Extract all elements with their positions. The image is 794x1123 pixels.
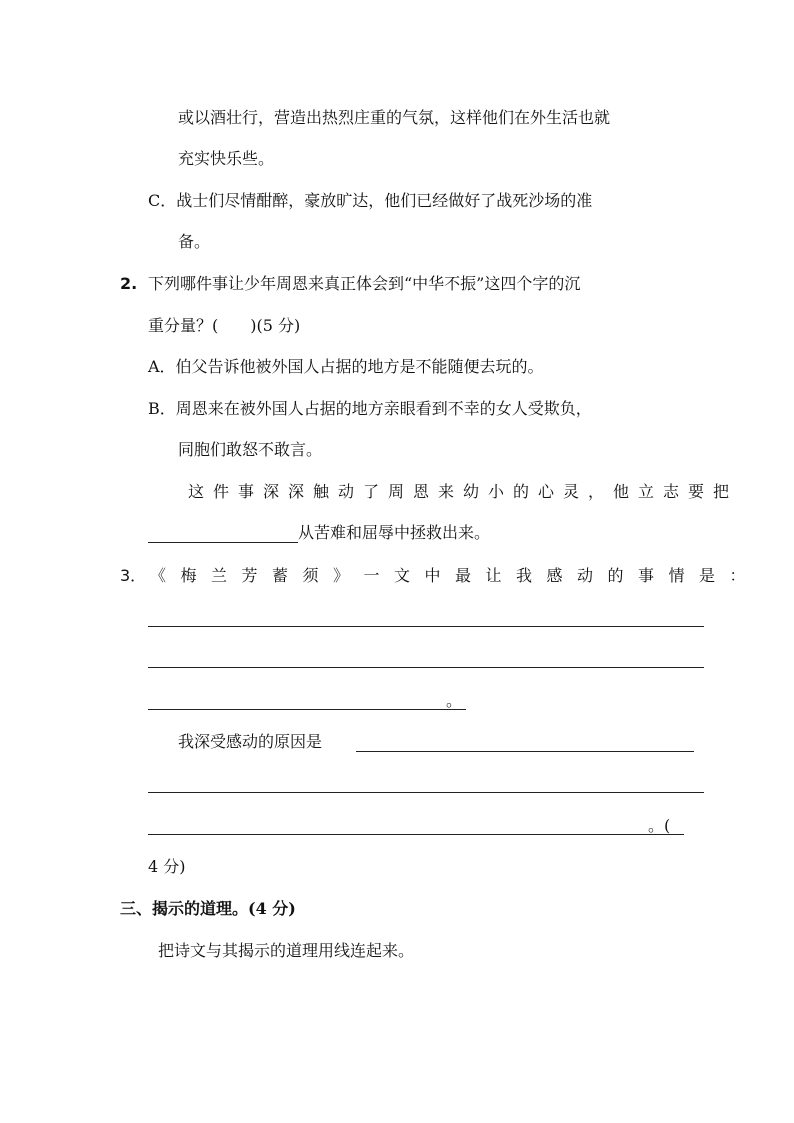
section3-instruction: 把诗文与其揭示的道理用线连起来。 — [158, 941, 415, 960]
q2-option-b-line1: B．周恩来在被外国人占据的地方亲眼看到不幸的女人受欺负， — [148, 399, 592, 418]
q3-reason-label: 我深受感动的原因是 — [178, 732, 323, 751]
q1-option-c-line2: 备。 — [178, 232, 211, 251]
q3-score: 4 分) — [148, 857, 186, 876]
q3-stem: 《梅兰芳蓄须》一文中最让我感动的事情是： — [150, 566, 761, 585]
q3-reason-line-1[interactable] — [356, 751, 694, 752]
q1-option-c-line1: C．战士们尽情酣醉，豪放旷达，他们已经做好了战死沙场的准 — [148, 191, 593, 210]
q2-fill-line2: 从苦难和屈辱中拯救出来。 — [298, 523, 491, 542]
q2-fill-line1: 这件事深深触动了周恩来幼小的心灵，他立志要把 — [188, 482, 739, 501]
q3-answer-line-2[interactable] — [148, 667, 704, 668]
q3-end-mark-1: 。 — [446, 691, 463, 710]
q3-reason-line-3[interactable] — [148, 834, 684, 835]
q2-option-b-line2: 同胞们敢怒不敢言。 — [178, 440, 323, 459]
q2-stem-line2: 重分量？( )(5 分) — [148, 316, 301, 335]
q1-text-line2: 充实快乐些。 — [178, 149, 275, 168]
q2-answer-blank[interactable] — [148, 542, 298, 543]
q3-number: 3． — [120, 566, 147, 585]
q1-text-line1: 或以酒壮行，营造出热烈庄重的气氛，这样他们在外生活也就 — [178, 108, 611, 127]
q3-answer-line-1[interactable] — [148, 626, 704, 627]
q2-stem-line1: 下列哪件事让少年周恩来真正体会到“中华不振”这四个字的沉 — [148, 274, 581, 293]
q2-option-a: A．伯父告诉他被外国人占据的地方是不能随便去玩的。 — [148, 357, 544, 376]
q3-end-mark-2: 。( — [648, 816, 671, 835]
q3-reason-line-2[interactable] — [148, 792, 704, 793]
q2-number: 2. — [120, 274, 138, 293]
q3-answer-line-3[interactable] — [148, 709, 466, 710]
section3-heading: 三、揭示的道理。(4 分) — [120, 899, 296, 918]
